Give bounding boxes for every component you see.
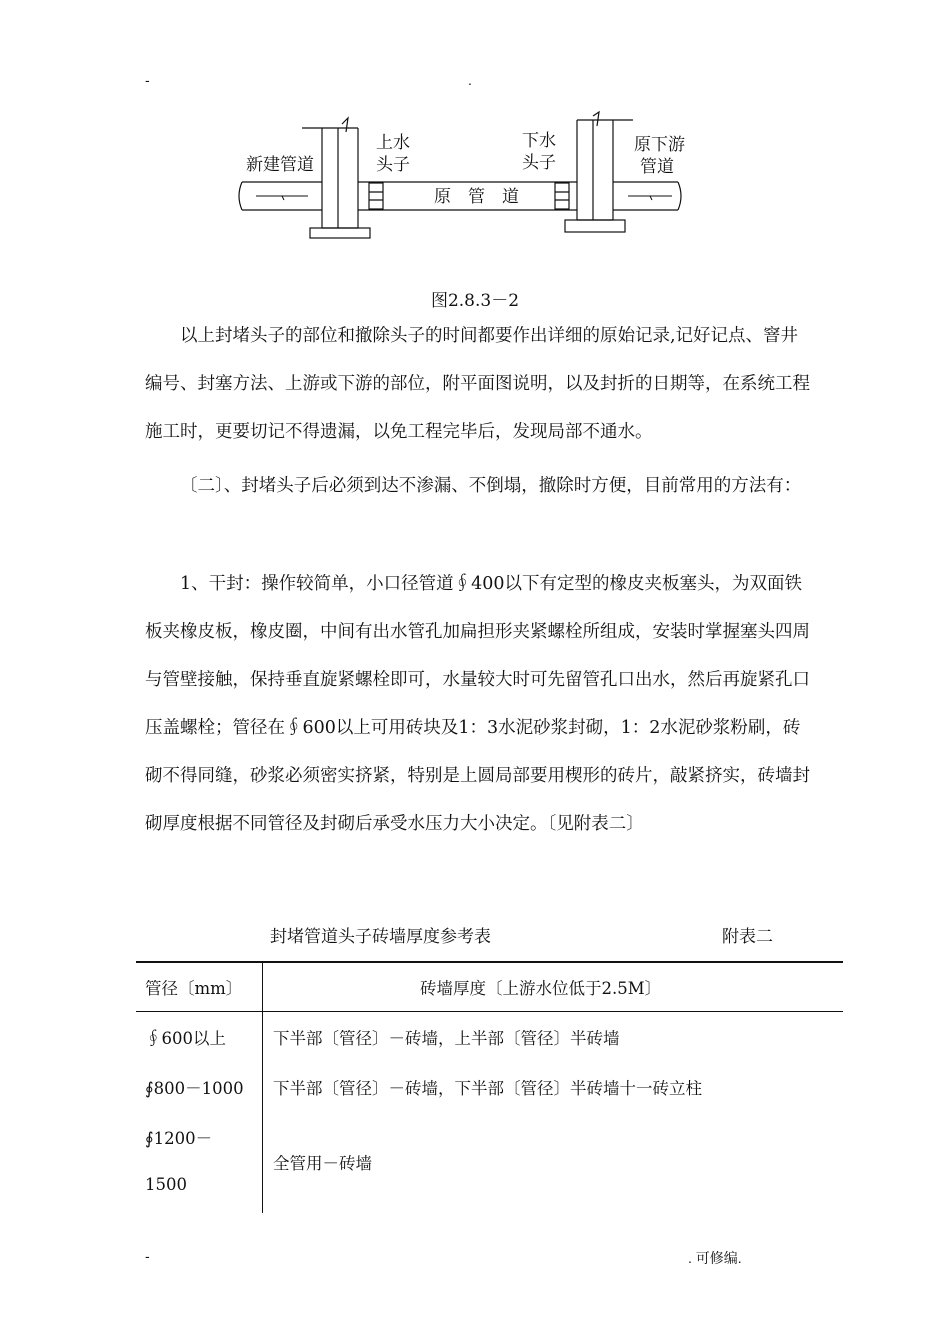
label-orig-downstream-1: 原下游 — [634, 135, 685, 155]
table-row-1-diameter: ∮600以上 — [145, 1029, 226, 1048]
plug-downstream — [555, 183, 569, 209]
label-upstream-head-1: 上水 — [376, 133, 410, 153]
plug-upstream — [369, 183, 383, 209]
manhole-left — [302, 118, 370, 238]
label-orig-pipe: 原 管 道 — [434, 187, 519, 207]
table-header-rule — [136, 1011, 843, 1012]
paragraph-1-text: 以上封堵头子的部位和撤除头子的时间都要作出详细的原始记录,记好记点、窨井编号、封塞方法、上游或下游的部位，附平面图说明，以及封折的日期等，在系统工程施工时，更要切记不得遗漏，以免工程完毕后，发现局部不通水。 — [145, 326, 810, 442]
table-top-rule — [136, 961, 843, 963]
header-right-mark: . — [468, 72, 472, 88]
label-upstream-head-2: 头子 — [376, 155, 410, 175]
label-downstream-head-1: 下水 — [522, 131, 556, 151]
label-downstream-head-2: 头子 — [522, 153, 556, 173]
paragraph-3 — [145, 560, 810, 848]
table-row-3-thickness: 全管用－砖墙 — [273, 1154, 372, 1173]
table-row-2-thickness: 下半部〔管径〕－砖墙，下半部〔管径〕半砖墙十一砖立柱 — [273, 1079, 702, 1098]
paragraph-2 — [145, 462, 810, 510]
table-header-diameter: 管径〔mm〕 — [145, 979, 243, 998]
paragraph-2-text: 〔二〕、封堵头子后必须到达不渗漏、不倒塌，撤除时方便，目前常用的方法有： — [180, 476, 802, 496]
table-row-2-diameter: ∮800－1000 — [145, 1079, 244, 1098]
table-column-divider — [262, 961, 263, 1213]
table-row-3-diameter: ∮1200－ — [145, 1129, 213, 1148]
table-row-1-thickness: 下半部〔管径〕－砖墙，上半部〔管径〕半砖墙 — [273, 1029, 620, 1048]
footer-left-mark: - — [145, 1248, 150, 1264]
table-row-3-diameter-cont: 1500 — [145, 1175, 187, 1194]
table-header-thickness: 砖墙厚度〔上游水位低于2.5M〕 — [420, 979, 662, 998]
pipe-plugging-diagram — [230, 110, 700, 250]
label-orig-downstream-2: 管道 — [640, 157, 674, 177]
table-note: 附表二 — [722, 927, 773, 947]
paragraph-3-text: 1、干封：操作较简单，小口径管道∮400以下有定型的橡皮夹板塞头，为双面铁板夹橡皮板，橡皮圈，中间有出水管孔加扁担形夹紧螺栓所组成，安装时掌握塞头四周与管壁接触，保持垂直旋紧螺栓即可，水量较大时可先留管孔口出水，然后再旋紧孔口压盖螺栓；管径在∮600以上可用砖块及1：3水泥砂浆封砌，1：2水泥砂浆粉刷，砖砌不得同缝，砂浆必须密实挤紧，特别是上圆局部要用楔形的砖片，敲紧挤实，砖墙封砌厚度根据不同管径及封砌后承受水压力大小决定。〔见附表二〕 — [145, 574, 810, 834]
label-new-pipe: 新建管道 — [246, 155, 314, 175]
paragraph-1 — [145, 312, 810, 456]
footer-right-mark: . 可修编. — [688, 1250, 742, 1266]
figure-caption: 图2.8.3－2 — [430, 291, 520, 311]
table-title: 封堵管道头子砖墙厚度参考表 — [270, 927, 491, 947]
header-left-mark: - — [145, 72, 150, 88]
manhole-right — [565, 112, 633, 232]
